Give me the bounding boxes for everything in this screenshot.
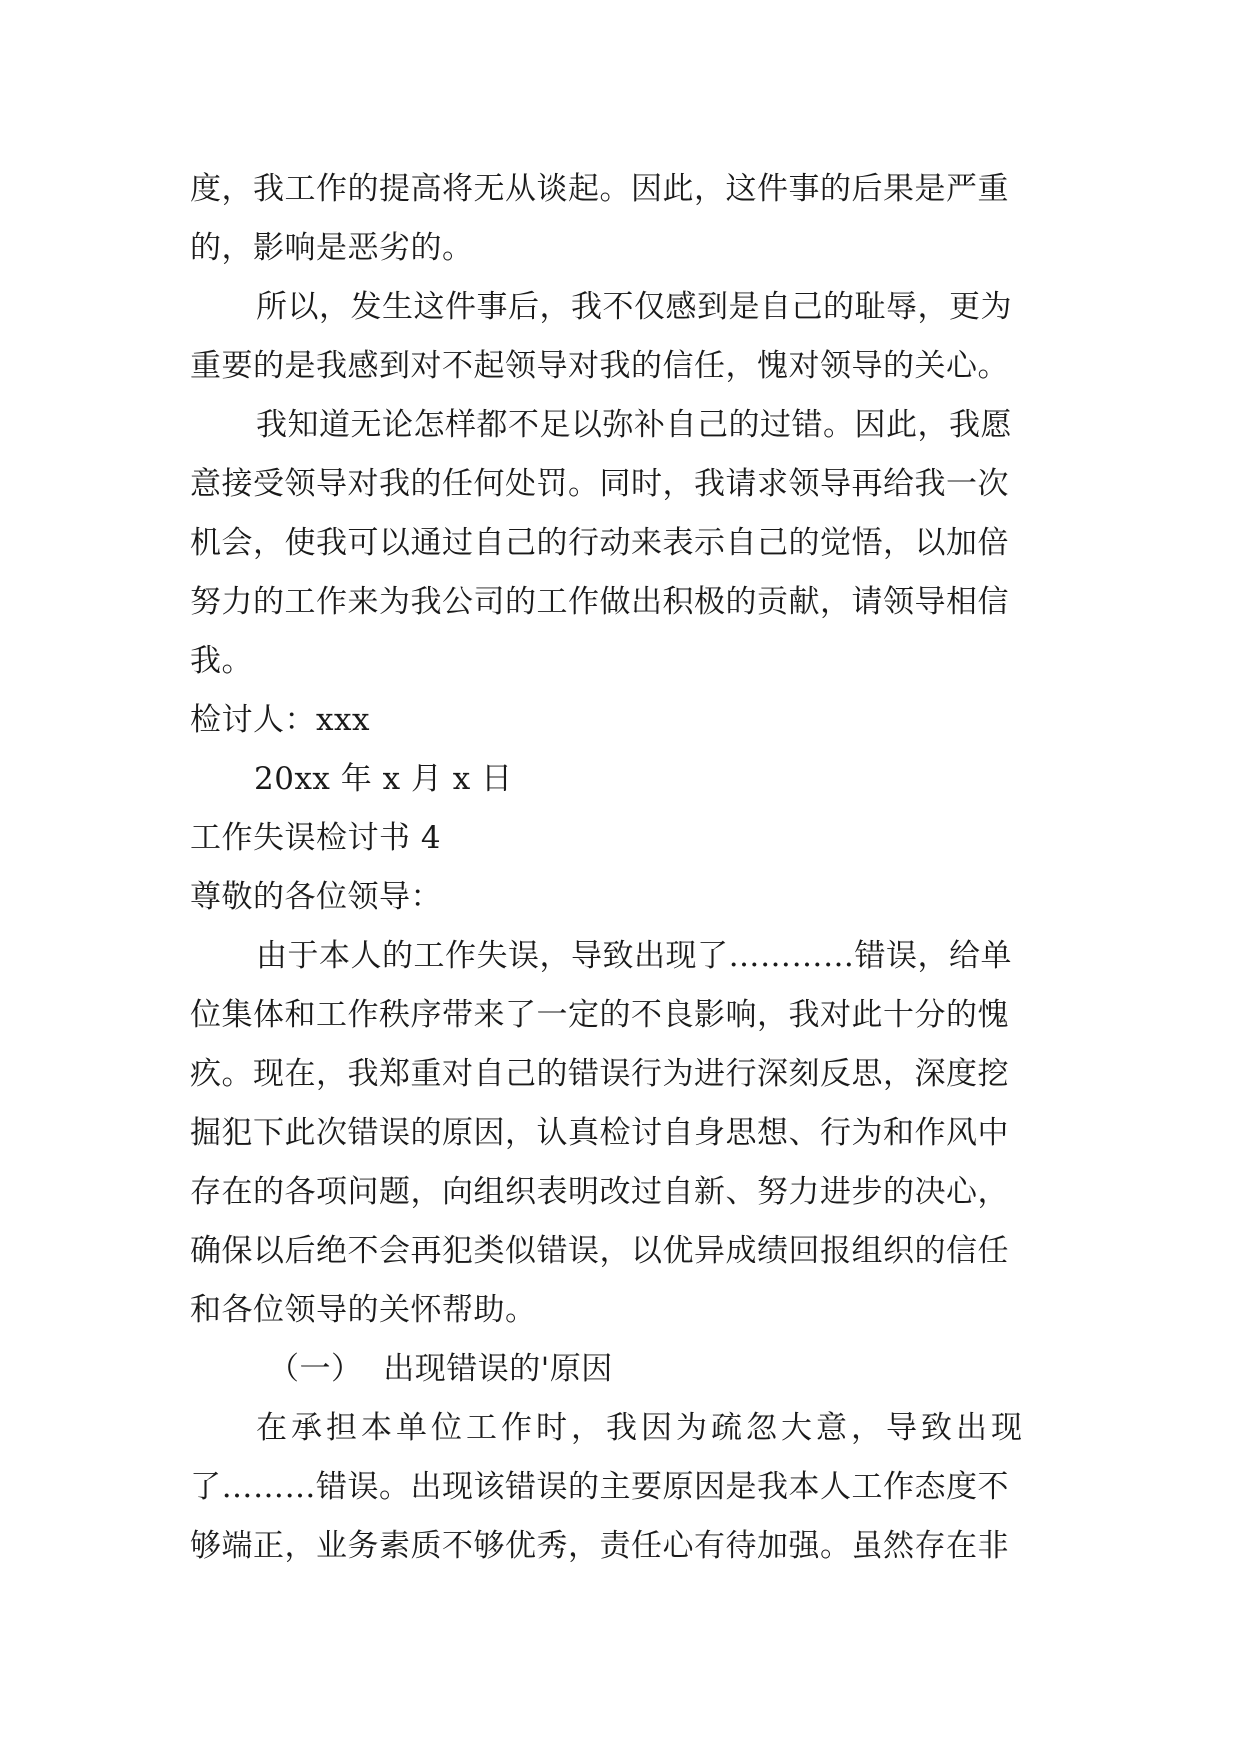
paragraph-line: 我知道无论怎样都不足以弥补自己的过错。因此，我愿 xyxy=(256,407,1012,443)
date-line: 20xx 年 x 月 x 日 xyxy=(254,761,513,797)
paragraph-line: 掘犯下此次错误的原因，认真检讨自身思想、行为和作风中 xyxy=(190,1115,1009,1151)
paragraph-line: 的，影响是恶劣的。 xyxy=(190,230,474,266)
paragraph-line: 努力的工作来为我公司的工作做出积极的贡献，请领导相信 xyxy=(190,584,1009,620)
paragraph-line: 了………错误。出现该错误的主要原因是我本人工作态度不 xyxy=(190,1469,1009,1505)
document-body xyxy=(190,160,1070,1576)
paragraph-line: 所以，发生这件事后，我不仅感到是自己的耻辱，更为 xyxy=(256,289,1012,325)
signature-line: 检讨人：xxx xyxy=(190,702,370,738)
paragraph-line: 够端正，业务素质不够优秀，责任心有待加强。虽然存在非 xyxy=(190,1528,1009,1564)
paragraph-line: 由于本人的工作失误，导致出现了…………错误，给单 xyxy=(256,938,1012,974)
salutation: 尊敬的各位领导： xyxy=(190,879,442,915)
paragraph-line: 确保以后绝不会再犯类似错误，以优异成绩回报组织的信任 xyxy=(190,1233,1009,1269)
section-title: 工作失误检讨书 4 xyxy=(190,820,442,856)
paragraph-line: 存在的各项问题，向组织表明改过自新、努力进步的决心， xyxy=(190,1174,1009,1210)
paragraph-line: 度，我工作的提高将无从谈起。因此，这件事的后果是严重 xyxy=(190,171,1009,207)
paragraph-line: 和各位领导的关怀帮助。 xyxy=(190,1292,537,1328)
paragraph-line: 位集体和工作秩序带来了一定的不良影响，我对此十分的愧 xyxy=(190,997,1009,1033)
paragraph-line: 重要的是我感到对不起领导对我的信任，愧对领导的关心。 xyxy=(190,348,1009,384)
subsection-heading: （一） 出现错误的'原因 xyxy=(268,1351,613,1387)
paragraph-line: 疚。现在，我郑重对自己的错误行为进行深刻反思，深度挖 xyxy=(190,1056,1009,1092)
paragraph-line: 意接受领导对我的任何处罚。同时，我请求领导再给我一次 xyxy=(190,466,1009,502)
paragraph-line: 我。 xyxy=(190,643,253,679)
paragraph-line: 在承担本单位工作时，我因为疏忽大意，导致出现 xyxy=(256,1410,1026,1446)
paragraph-line: 机会，使我可以通过自己的行动来表示自己的觉悟，以加倍 xyxy=(190,525,1009,561)
